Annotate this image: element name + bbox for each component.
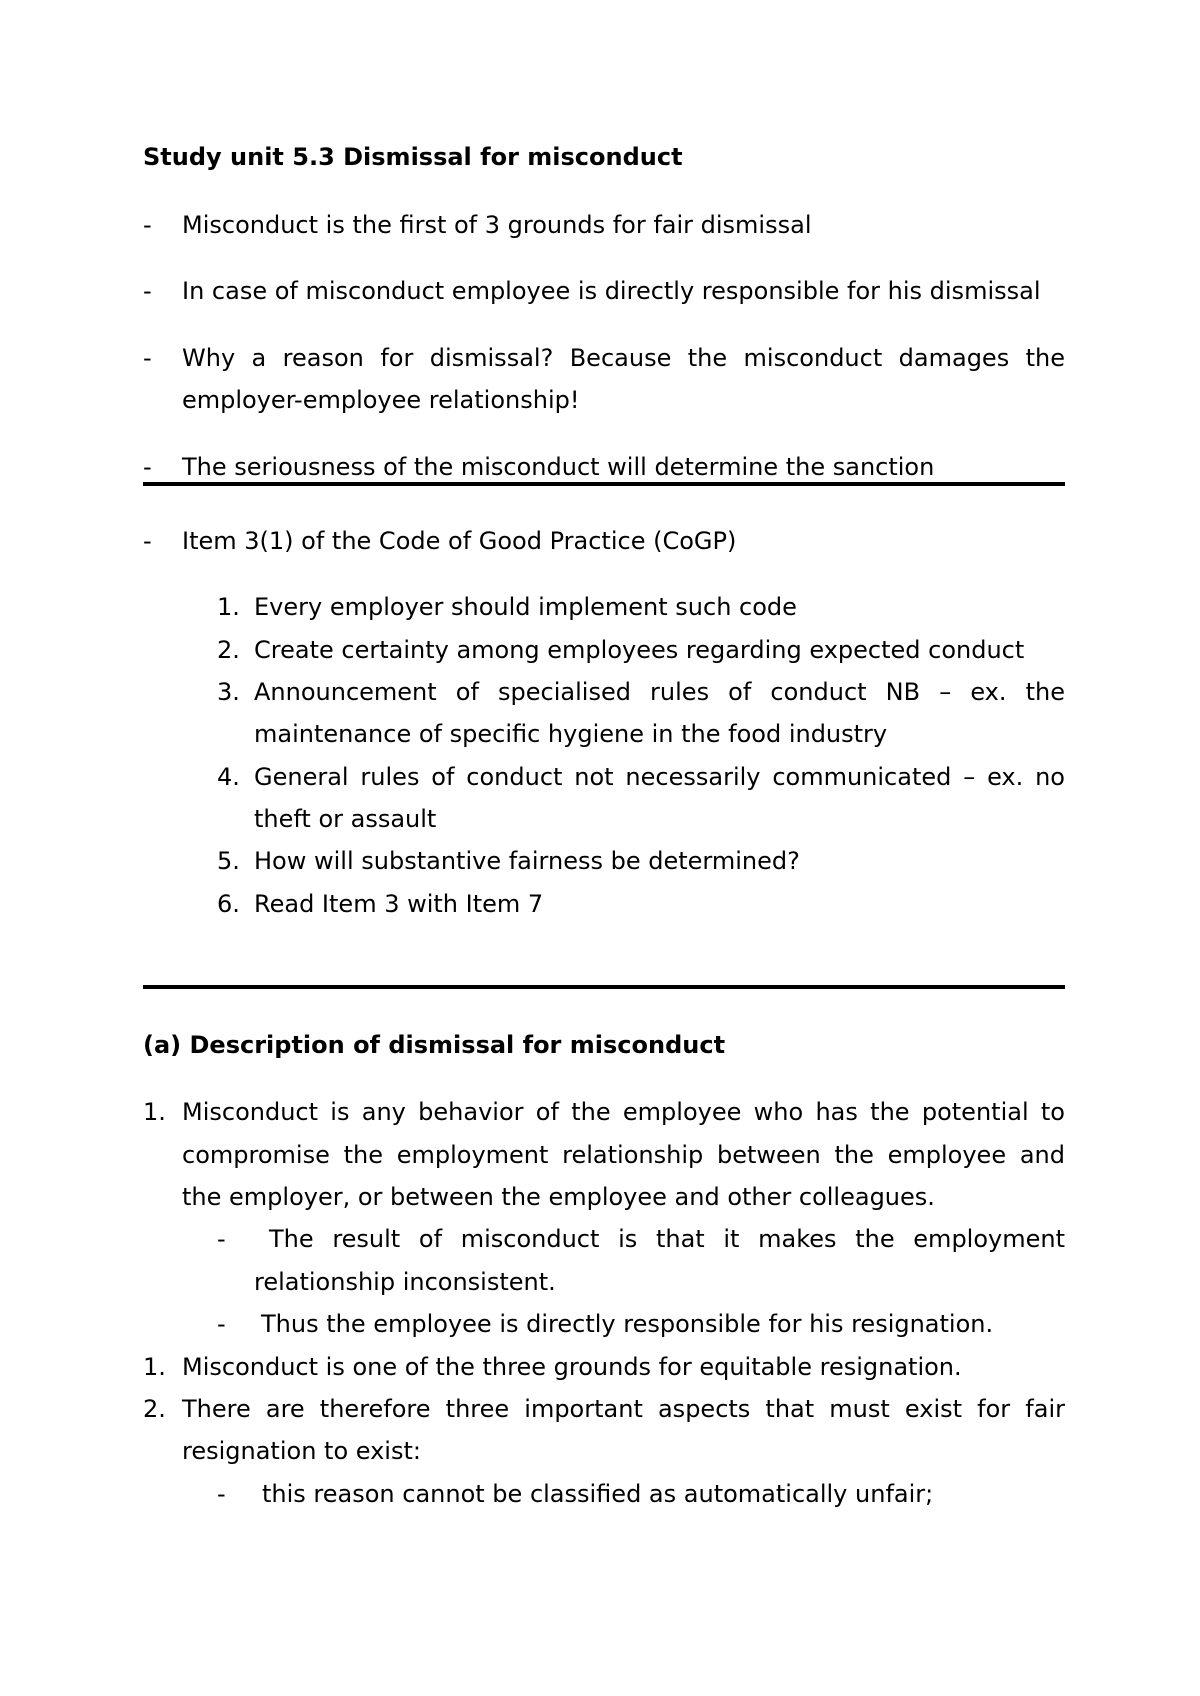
bullet-marker: - <box>143 211 152 239</box>
list-number: 3. <box>217 678 240 706</box>
list-item: There are therefore three important aspects that must exist for fair <box>182 1395 1065 1423</box>
list-item: Announcement of specialised rules of conduct NB – ex. the <box>254 678 1065 706</box>
list-item: Read Item 3 with Item 7 <box>254 890 544 918</box>
list-item: General rules of conduct not necessarily communicated – ex. no <box>254 763 1065 791</box>
bullet-marker: - <box>143 344 152 372</box>
list-number: 1. <box>143 1098 166 1126</box>
list-item-continued: resignation to exist: <box>182 1437 421 1465</box>
list-item: Every employer should implement such code <box>254 593 797 621</box>
sub-bullet-text-continued: relationship inconsistent. <box>254 1268 556 1296</box>
section-heading: (a) Description of dismissal for misconduct <box>143 1031 726 1059</box>
list-number: 5. <box>217 847 240 875</box>
sub-bullet-text: this reason cannot be classified as automatically unfair; <box>262 1480 934 1508</box>
sub-bullet-marker: - <box>217 1310 226 1338</box>
list-item: Misconduct is any behavior of the employee who has the potential to <box>182 1098 1065 1126</box>
list-item-continued: maintenance of specific hygiene in the food industry <box>254 720 888 748</box>
list-item-continued: the employer, or between the employee and other colleagues. <box>182 1183 935 1211</box>
list-number: 6. <box>217 890 240 918</box>
sub-bullet-text: Thus the employee is directly responsible for his resignation. <box>261 1310 994 1338</box>
bullet-text: The seriousness of the misconduct will determine the sanction <box>182 453 935 481</box>
list-item: Misconduct is one of the three grounds for equitable resignation. <box>182 1353 962 1381</box>
bullet-text: Misconduct is the first of 3 grounds for fair dismissal <box>182 211 812 239</box>
list-item: Create certainty among employees regarding expected conduct <box>254 636 1025 664</box>
list-number: 2. <box>217 636 240 664</box>
bullet-text: Why a reason for dismissal? Because the misconduct damages the <box>182 344 1065 372</box>
sub-bullet-text: The result of misconduct is that it makes the employment <box>269 1225 1065 1253</box>
list-number: 2. <box>143 1395 166 1423</box>
list-item: How will substantive fairness be determined? <box>254 847 800 875</box>
bullet-marker: - <box>143 527 152 555</box>
horizontal-rule <box>143 985 1065 989</box>
list-number: 1. <box>217 593 240 621</box>
page-title: Study unit 5.3 Dismissal for misconduct <box>143 143 683 171</box>
list-item-continued: compromise the employment relationship between the employee and <box>182 1141 1065 1169</box>
horizontal-rule <box>143 482 1065 486</box>
bullet-marker: - <box>143 453 152 481</box>
bullet-text-continued: employer-employee relationship! <box>182 386 580 414</box>
sub-bullet-marker: - <box>217 1480 226 1508</box>
list-item-continued: theft or assault <box>254 805 437 833</box>
bullet-marker: - <box>143 277 152 305</box>
list-number: 1. <box>143 1353 166 1381</box>
bullet-text: In case of misconduct employee is directly responsible for his dismissal <box>182 277 1041 305</box>
list-number: 4. <box>217 763 240 791</box>
sub-bullet-marker: - <box>217 1225 226 1253</box>
bullet-text: Item 3(1) of the Code of Good Practice (CoGP) <box>182 527 737 555</box>
